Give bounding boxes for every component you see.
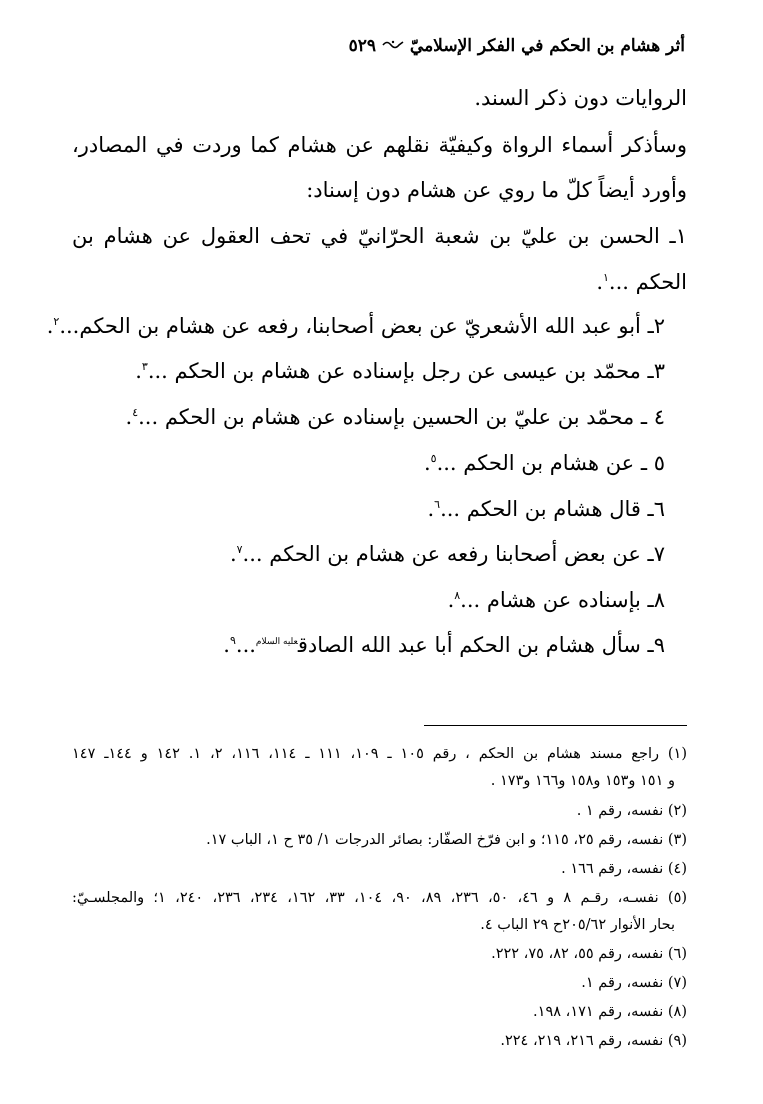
item-9-text: ٩ـ سأل هشام بن الحكم أبا عبد الله الصادق: [297, 633, 665, 657]
body-line-13: ٩ـ سأل هشام بن الحكم أبا عبد الله الصادق$^{عليه السلام}$...$^٩$.: [223, 633, 665, 657]
running-header: [349, 36, 685, 56]
body-line-2: وسأذكر أسماء الرواة وكيفيّة نقلهم عن هشام كما وردت في المصادر،: [72, 133, 687, 157]
footnote-ref-2: ٢: [53, 315, 60, 328]
footnote-line-8: (٦) نفسه، رقم ٥٥، ٨٢، ٧٥، ٢٢٢.: [491, 946, 687, 962]
footnote-ref-3: ٣: [141, 360, 148, 373]
body-line-8: ٤ ـ محمّد بن عليّ بن الحسين بإسناده عن هشام بن الحكم ...$^٤$.: [125, 405, 665, 429]
item-1-continuation: الحكم ...: [608, 270, 687, 294]
ornament-icon: [382, 39, 404, 51]
footnote-ref-6: ٦: [434, 498, 441, 511]
body-line-4: ١ـ الحسن بن عليّ بن شعبة الحرّانيّ في تحف العقول عن هشام بن: [72, 224, 687, 248]
item-2-text: ٢ـ أبو عبد الله الأشعريّ عن بعض أصحابنا، رفعه عن هشام بن الحكم...: [59, 314, 665, 338]
item-5-text: ٥ ـ عن هشام بن الحكم ...: [436, 451, 665, 475]
item-8-text: ٨ـ بإسناده عن هشام ...: [460, 588, 665, 612]
footnote-line-9: (٧) نفسه، رقم ١.: [581, 975, 687, 991]
body-line-10: ٦ـ قال هشام بن الحكم ...$^٦$.: [427, 497, 665, 521]
footnote-ref-7: ٧: [236, 543, 243, 556]
footnote-line-2: و ١٥١ و١٥٣ و١٥٨ و١٦٦ و١٧٣ .: [490, 773, 675, 789]
footnote-ref-8: ٨: [454, 589, 461, 602]
item-7-text: ٧ـ عن بعض أصحابنا رفعه عن هشام بن الحكم ...: [242, 542, 665, 566]
body-line-3: وأورد أيضاً كلّ ما روي عن هشام دون إسناد:: [306, 178, 687, 202]
body-line-11: ٧ـ عن بعض أصحابنا رفعه عن هشام بن الحكم ...$^٧$.: [229, 542, 665, 566]
body-line-7: ٣ـ محمّد بن عيسى عن رجل بإسناده عن هشام بن الحكم ...$^٣$.: [135, 359, 665, 383]
item-6-text: ٦ـ قال هشام بن الحكم ...: [440, 497, 665, 521]
footnote-line-11: (٩) نفسه، رقم ٢١٦، ٢١٩، ٢٢٤.: [500, 1033, 687, 1049]
footnote-line-5: (٤) نفسه، رقم ١٦٦ .: [561, 861, 687, 877]
footnote-line-3: (٢) نفسه، رقم ١ .: [576, 803, 687, 819]
footnote-ref-4: ٤: [132, 406, 139, 419]
footnote-separator: [424, 725, 687, 726]
footnote-line-4: (٣) نفسه، رقم ٢٥، ١١٥؛ و ابن فرّخ الصفّار: بصائر الدرجات ١/ ٣٥ ح ١، الباب ١٧.: [206, 832, 687, 848]
footnote-line-10: (٨) نفسه، رقم ١٧١، ١٩٨.: [533, 1004, 687, 1020]
footnote-ref-1: ١: [603, 271, 609, 284]
page-number: ٥٢٩: [348, 36, 377, 56]
item-4-text: ٤ ـ محمّد بن عليّ بن الحسين بإسناده عن هشام بن الحكم ...: [138, 405, 665, 429]
footnote-line-6: (٥) نفسـه، رقـم ٨ و ٤٦، ٥٠، ٢٣٦، ٨٩، ٩٠، ١٠٤، ٣٣، ١٦٢، ٢٣٤، ٢٣٦، ٢٤٠، ١؛ والمجلسـيّ:: [72, 890, 688, 906]
item-3-text: ٣ـ محمّد بن عيسى عن رجل بإسناده عن هشام بن الحكم ...: [147, 359, 665, 383]
header-ornament: [376, 36, 404, 56]
footnote-ref-9: ٩: [229, 634, 236, 647]
body-line-5: الحكم ...$^١$.: [596, 270, 687, 294]
honorific-glyph: عليه السلام: [255, 637, 298, 647]
footnote-line-7: بحار الأنوار ٢٠٥/٦٢ح ٢٩ الباب ٤.: [480, 917, 675, 933]
footnote-line-1: (١) راجع مسند هشام بن الحكم ، رقم ١٠٥ ـ ١٠٩، ١١١ ـ ١١٤، ١١٦، ٢، ١. ١٤٢ و ١٤٤ـ ١٤٧: [72, 746, 687, 762]
header-title: أثر هشام بن الحكم في الفكر الإسلاميّ: [409, 36, 685, 56]
body-line-6: ٢ـ أبو عبد الله الأشعريّ عن بعض أصحابنا، رفعه عن هشام بن الحكم...$^٢$.: [46, 314, 665, 338]
body-line-12: ٨ـ بإسناده عن هشام ...$^٨$.: [447, 588, 665, 612]
footnote-ref-5: ٥: [430, 452, 437, 465]
body-line-1: الروايات دون ذكر السند.: [474, 86, 687, 110]
body-line-9: ٥ ـ عن هشام بن الحكم ...$^٥$.: [423, 451, 665, 475]
item-9-ellipsis: ...: [235, 633, 256, 657]
